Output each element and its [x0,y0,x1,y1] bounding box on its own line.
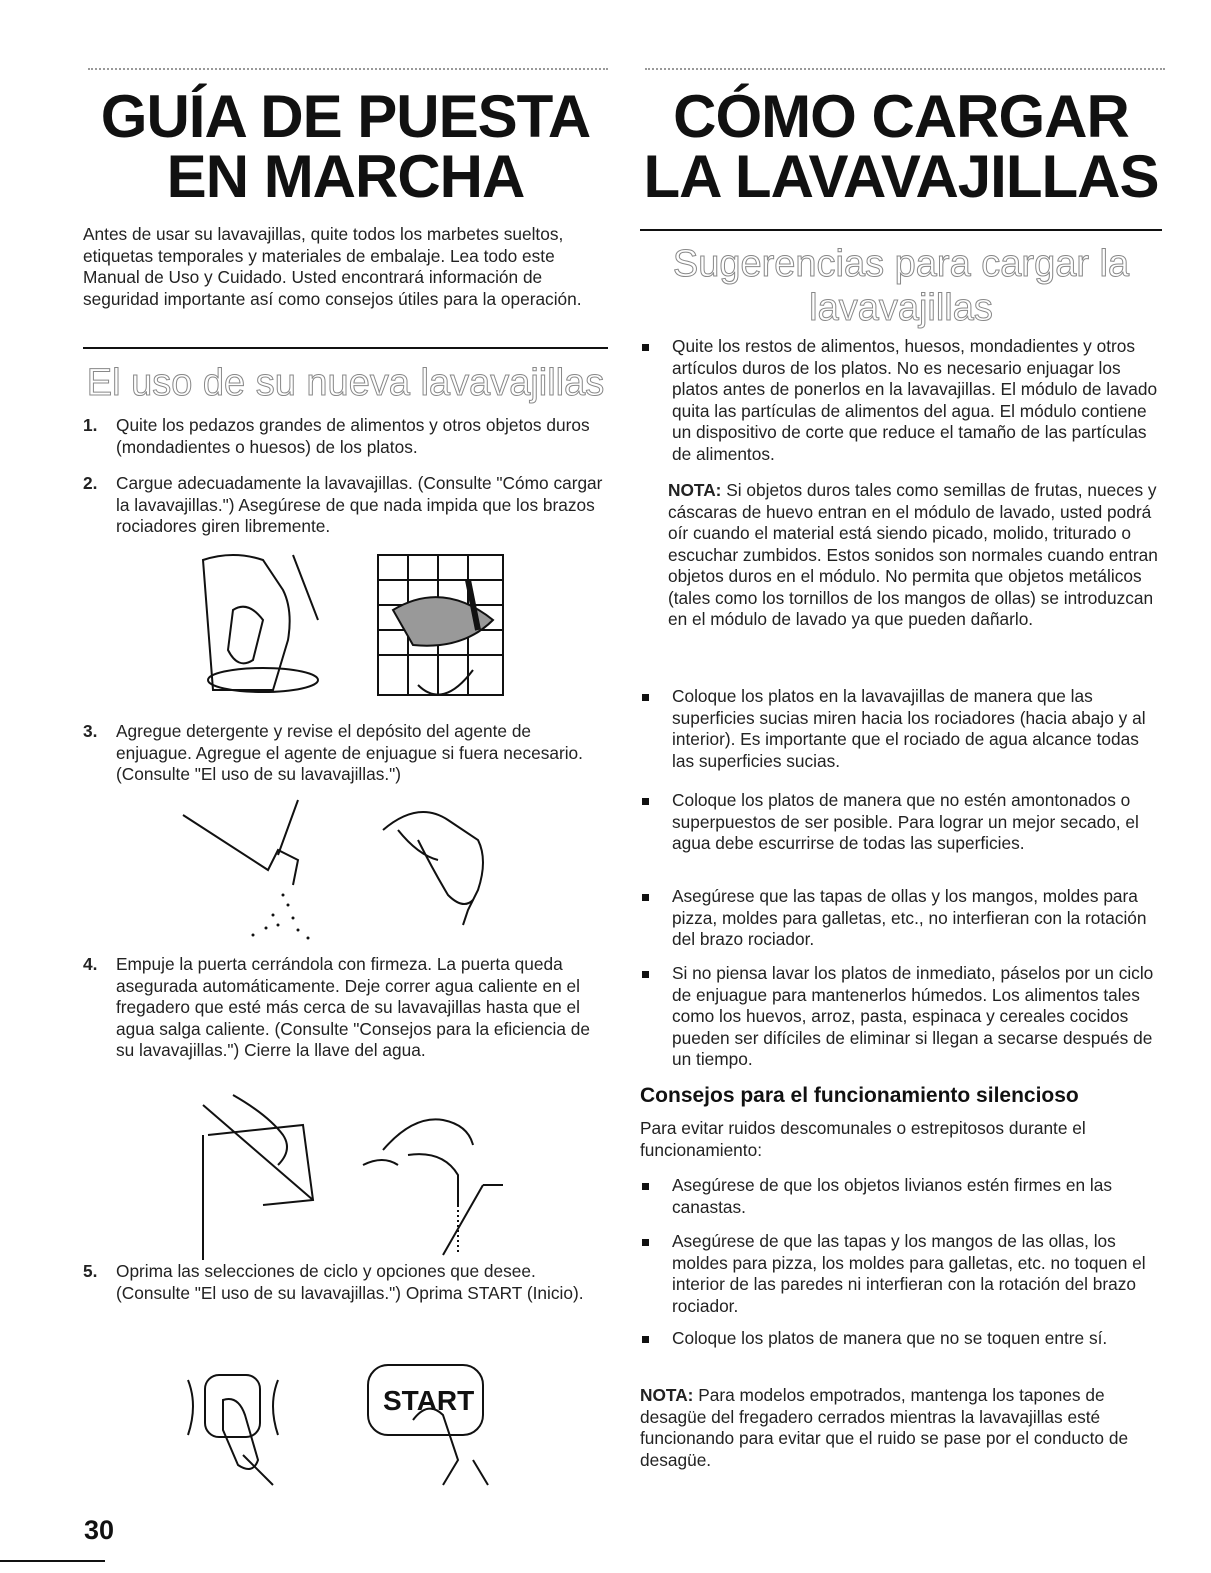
right-section-heading [640,242,1162,330]
step-number: 1. [83,415,98,435]
quiet-operation-intro: Para evitar ruidos descomunales o estrepitosos durante el funcionamiento: [640,1118,1086,1160]
bullet-text: Coloque los platos de manera que no estén amontonados o superpuestos de ser posible. Para lograr un mejor secado, el agua debe escurrirse de todas las superficies. [672,790,1139,853]
control-buttons-illustration [183,1360,513,1490]
page-number: 30 [84,1515,115,1545]
left-title-line1: GUÍA DE PUESTA [100,83,591,150]
bullet-lids-handles [640,886,1162,951]
door-and-faucet-illustration [183,1095,503,1260]
step-text: Oprima las selecciones de ciclo y opciones que desee. (Consulte "El uso de su lavavajillas.") Oprima START (Inicio). [116,1261,584,1303]
step-text: Empuje la puerta cerrándola con firmeza. La puerta queda asegurada automáticamente. Deje correr agua caliente en el fregadero que esté más cerca de su lavavajillas hasta que el agua salga caliente. (Consulte "Consejos para la eficiencia de su lavavajillas.") Cierre la llave del agua. [116,954,590,1060]
note-drain-plugs [640,1385,1162,1471]
bullet-text: Coloque los platos de manera que no se toquen entre sí. [672,1328,1108,1348]
step-text: Cargue adecuadamente la lavavajillas. (Consulte "Cómo cargar la lavavajillas.") Asegúrese de que nada impida que los brazos rociadores giren libremente. [116,473,603,536]
bullet-marker [642,344,649,351]
right-column [640,0,1162,1573]
step-5 [83,1261,608,1304]
bullet-text: Asegúrese de que las tapas y los mangos de las ollas, los moldes para pizza, los moldes para galletas, etc. no toquen el interior de las paredes ni interfieran con la rotación del brazo rociador. [672,1231,1146,1316]
step-4 [83,954,608,1062]
bullet-marker [642,1183,649,1190]
right-section-rule [640,229,1162,231]
right-title-line2: LA LAVAVAJILLAS [643,143,1159,210]
start-button-label: START [383,1385,475,1416]
right-title [640,83,1162,210]
bullet-marker [642,1336,649,1343]
note-label: NOTA: [668,480,722,500]
note-label: NOTA: [640,1385,694,1405]
left-column [83,0,608,1573]
bullet-not-crowded [640,790,1162,855]
left-title [83,83,608,210]
note-text: Para modelos empotrados, mantenga los tapones de desagüe del fregadero cerrados mientras la lavavajillas esté funcionando para evitar que el ruido se pase por el conducto de desagüe. [640,1385,1129,1470]
step-text: Agregue detergente y revise el depósito del agente de enjuague. Agregue el agente de enjuague si fuera necesario. (Consulte "El uso de su lavavajillas.") [116,721,583,784]
step-2 [83,473,608,538]
right-title-line1: CÓMO CARGAR [673,83,1129,150]
bullet-text: Si no piensa lavar los platos de inmediato, páselos por un ciclo de enjuague para mantenerlos húmedos. Los alimentos tales como los huevos, arroz, pasta, espinaca y cereales cocidos pueden ser difíciles de eliminar si llegan a secarse después de un tiempo. [672,963,1154,1069]
step-number: 2. [83,473,98,493]
left-section-heading: El uso de su nueva lavavajillas [86,362,605,404]
bullet-text: Asegúrese de que los objetos livianos estén firmes en las canastas. [672,1175,1112,1217]
step-3 [83,721,608,786]
bullet-marker [642,694,649,701]
bullet-marker [642,1239,649,1246]
bullet-face-sprayers [640,686,1162,772]
right-section-heading-line2: lavavajillas [809,287,993,329]
bullet-text: Coloque los platos en la lavavajillas de manera que las superficies sucias miren hacia los rociadores (hacia abajo y al interior). Es importante que el rociado de agua alcance todas las superficies sucias. [672,686,1146,771]
step-number: 5. [83,1261,98,1281]
right-section-heading-line1: Sugerencias para cargar la [672,243,1130,285]
bullet-rinse-cycle [640,963,1162,1071]
bullet-marker [642,971,649,978]
step-number: 4. [83,954,98,974]
bullet-text: Asegúrese que las tapas de ollas y los mangos, moldes para pizza, moldes para galletas, etc., no interfieran con la rotación del brazo rociador. [672,886,1147,949]
intro-paragraph: Antes de usar su lavavajillas, quite todos los marbetes sueltos, etiquetas temporales y materiales de embalaje. Lea todo este Manual de Uso y Cuidado. Usted encontrará información de seguridad importante así como consejos útiles para la operación. [83,224,582,309]
bullet-lids-walls [640,1231,1162,1317]
left-title-line2: EN MARCHA [166,143,525,210]
bottom-rule [0,1560,105,1562]
bullet-no-touch [640,1328,1162,1350]
step-text: Quite los pedazos grandes de alimentos y otros objetos duros (mondadientes o huesos) de los platos. [116,415,590,457]
bullet-light-items [640,1175,1162,1218]
left-section-rule [83,347,608,349]
bullet-marker [642,798,649,805]
bullet-marker [642,894,649,901]
detergent-illustration [178,800,508,950]
step-1 [83,415,608,458]
scrape-and-load-illustration [193,550,513,710]
note-hard-objects [668,480,1162,631]
note-text: Si objetos duros tales como semillas de frutas, nueces y cáscaras de huevo entran en el módulo de lavado, usted podrá oír cuando el material está siendo picado, molido, triturado o escuchar zumbidos. Estos sonidos son normales cuando entran objetos duros en el módulo. No permita que objetos metálicos (tales como los tornillos de los mangos de ollas) se introduzcan en el módulo de lavado ya que pueden dañarlo. [668,480,1158,629]
bullet-remove-food [640,336,1162,465]
step-number: 3. [83,721,98,741]
quiet-operation-subheading: Consejos para el funcionamiento silencioso [640,1084,1079,1107]
bullet-text: Quite los restos de alimentos, huesos, mondadientes y otros artículos duros de los platos. No es necesario enjuagar los platos antes de ponerlos en la lavavajillas. El módulo de lavado quita las partículas de alimentos del agua. El módulo contiene un dispositivo de corte que reduce el tamaño de las partículas de alimentos. [672,336,1158,464]
